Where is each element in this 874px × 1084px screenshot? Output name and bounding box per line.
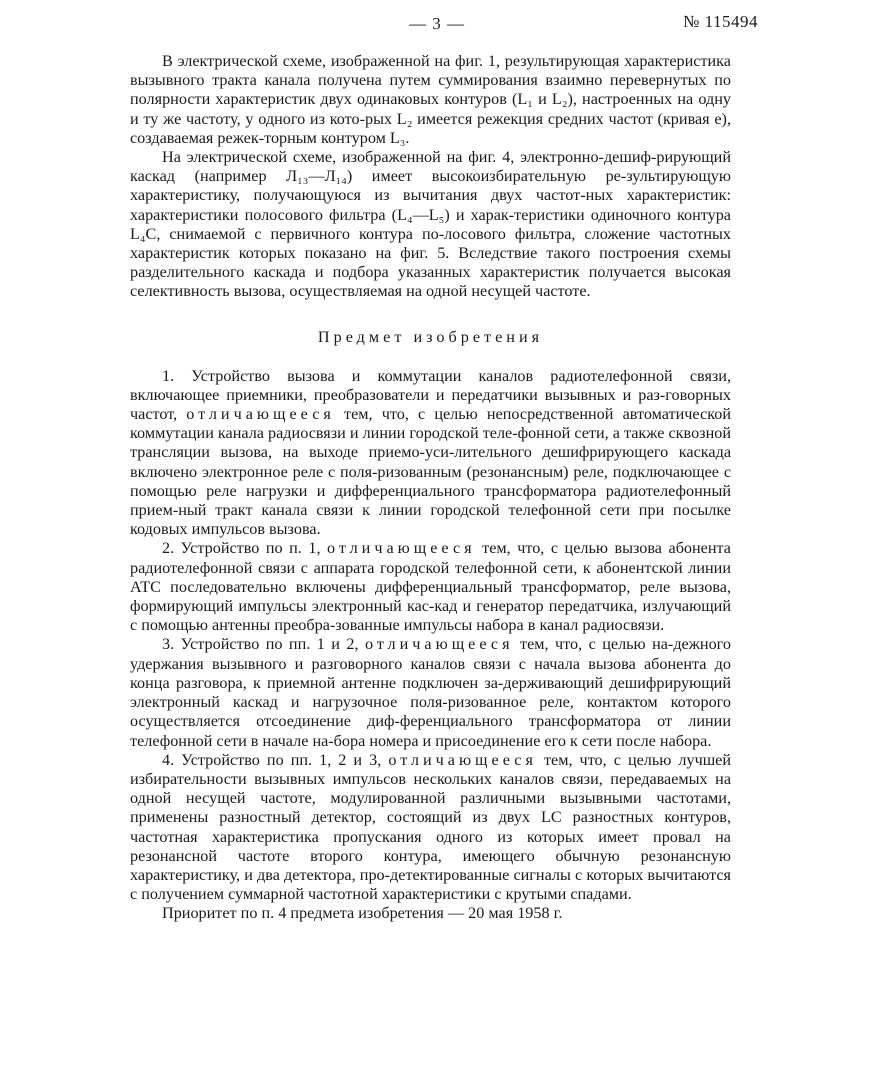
claim-1-rest: тем, что, с целью непосредственной автоматической коммутации канала радиосвязи и линии городской теле-фонной сети, а также сквозной трансляции вызова, на выходе приемо-уси-лительного дешифрирующего каскада включено электронное реле с поля-ризованным (резонансным) реле, подключающее с помощью реле нагрузки и дифференциального трансформатора радиотелефонный прием-ный тракт канала связи к линии городской телефонной сети при посылке кодовых импульсов вызова. [130, 405, 731, 539]
claim-1-lead: 1. Устройство вызова и коммутации каналов радиотелефонной связи, включающее приемники, преобразователи и передатчики вызывных и раз-говорных частот, [130, 366, 731, 424]
claim-2-marker: отличающееся [327, 539, 476, 558]
claim-2 [130, 539, 731, 635]
page-number: — 3 — [409, 14, 465, 33]
claim-3-rest: тем, что, с целью на-дежного удержания вызывного и разговорного каналов связи с начала вызова абонента до конца разговора, к приемной антенне подключен за-держивающий дешифрирующий электронный каскад и нагрузочное поля-ризованное реле, контактом которого осуществляется отсоединение диф-ференциального трансформатора от линии телефонной сети в начале на-бора номера и присоединение его к сети после набора. [130, 635, 732, 750]
claim-2-lead: 2. Устройство по п. 1, [162, 539, 321, 558]
section-title: Предмет изобретения [317, 327, 544, 346]
claim-3 [130, 635, 731, 750]
paragraph-fig4: На электрической схеме, изображенной на фиг. 4, электронно-дешиф-рирующий каскад (например Л₁₃—Л₁₄) имеет высокоизбирательную ре-зультирующую характеристику, получающуюся из вычитания двух частот-ных характеристик: характеристики полосового фильтра (L₄—L₅) и харак-теристики одиночного контура L₄C, снимаемой с первичного контура по-лосового фильтра, сложение частотных характеристик которых показано на фиг. 5. Вследствие такого построения схемы разделительного каскада и подбора указанных характеристик получается высокая селективность вызова, осуществляемая на одной несущей частоте. [130, 148, 731, 301]
claim-3-lead: 3. Устройство по пп. 1 и 2, [162, 635, 359, 654]
claim-3-marker: отличающееся [364, 635, 514, 654]
patent-number: № 115494 [683, 12, 758, 31]
document-body [130, 52, 731, 924]
claim-4-lead: 4. Устройство по пп. 1, 2 и 3, [162, 750, 382, 769]
claim-1 [130, 367, 731, 540]
claim-4-marker: отличающееся [388, 750, 537, 769]
claim-4-rest: тем, что, с целью лучшей избирательности вызывных импульсов нескольких каналов связи, передаваемых на одной несущей частоте, модулированной различными вызывными частотами, применены разностный детектор, состоящий из двух LC разностных контуров, частотная характеристика пропускания одного из которых имеет провал на резонансной частоте второго контура, имеющего обычную резонансную характеристику, и два детектора, про-детектированные сигналы с которых вычитаются с получением суммарной частотной характеристики с крутыми спадами. [130, 750, 732, 904]
claim-1-marker: отличающееся [186, 405, 335, 424]
claim-4 [130, 751, 731, 905]
claim-2-rest: тем, что, с целью вызова абонента радиотелефонной связи с аппарата городской телефонной сети, к абонентской линии АТС последовательно включены дифференциальный трансформатор, реле вызова, формирующий импульсы электронный кас-кад и генератор передатчика, излучающий с помощью антенны преобра-зованные импульсы набора в канал радиосвязи. [130, 539, 731, 635]
paragraph-fig1: В электрической схеме, изображенной на фиг. 1, результирующая характеристика вызывного тракта канала получена путем суммирования взаимно перевернутых по полярности характеристик двух одинаковых контуров (L₁ и L₂), настроенных на одну и ту же частоту, у одного из кото-рых L₂ имеется режекция средних частот (кривая e), создаваемая режек-торным контуром L₃. [130, 52, 731, 147]
priority-note: Приоритет по п. 4 предмета изобретения — 20 мая 1958 г. [162, 904, 563, 923]
